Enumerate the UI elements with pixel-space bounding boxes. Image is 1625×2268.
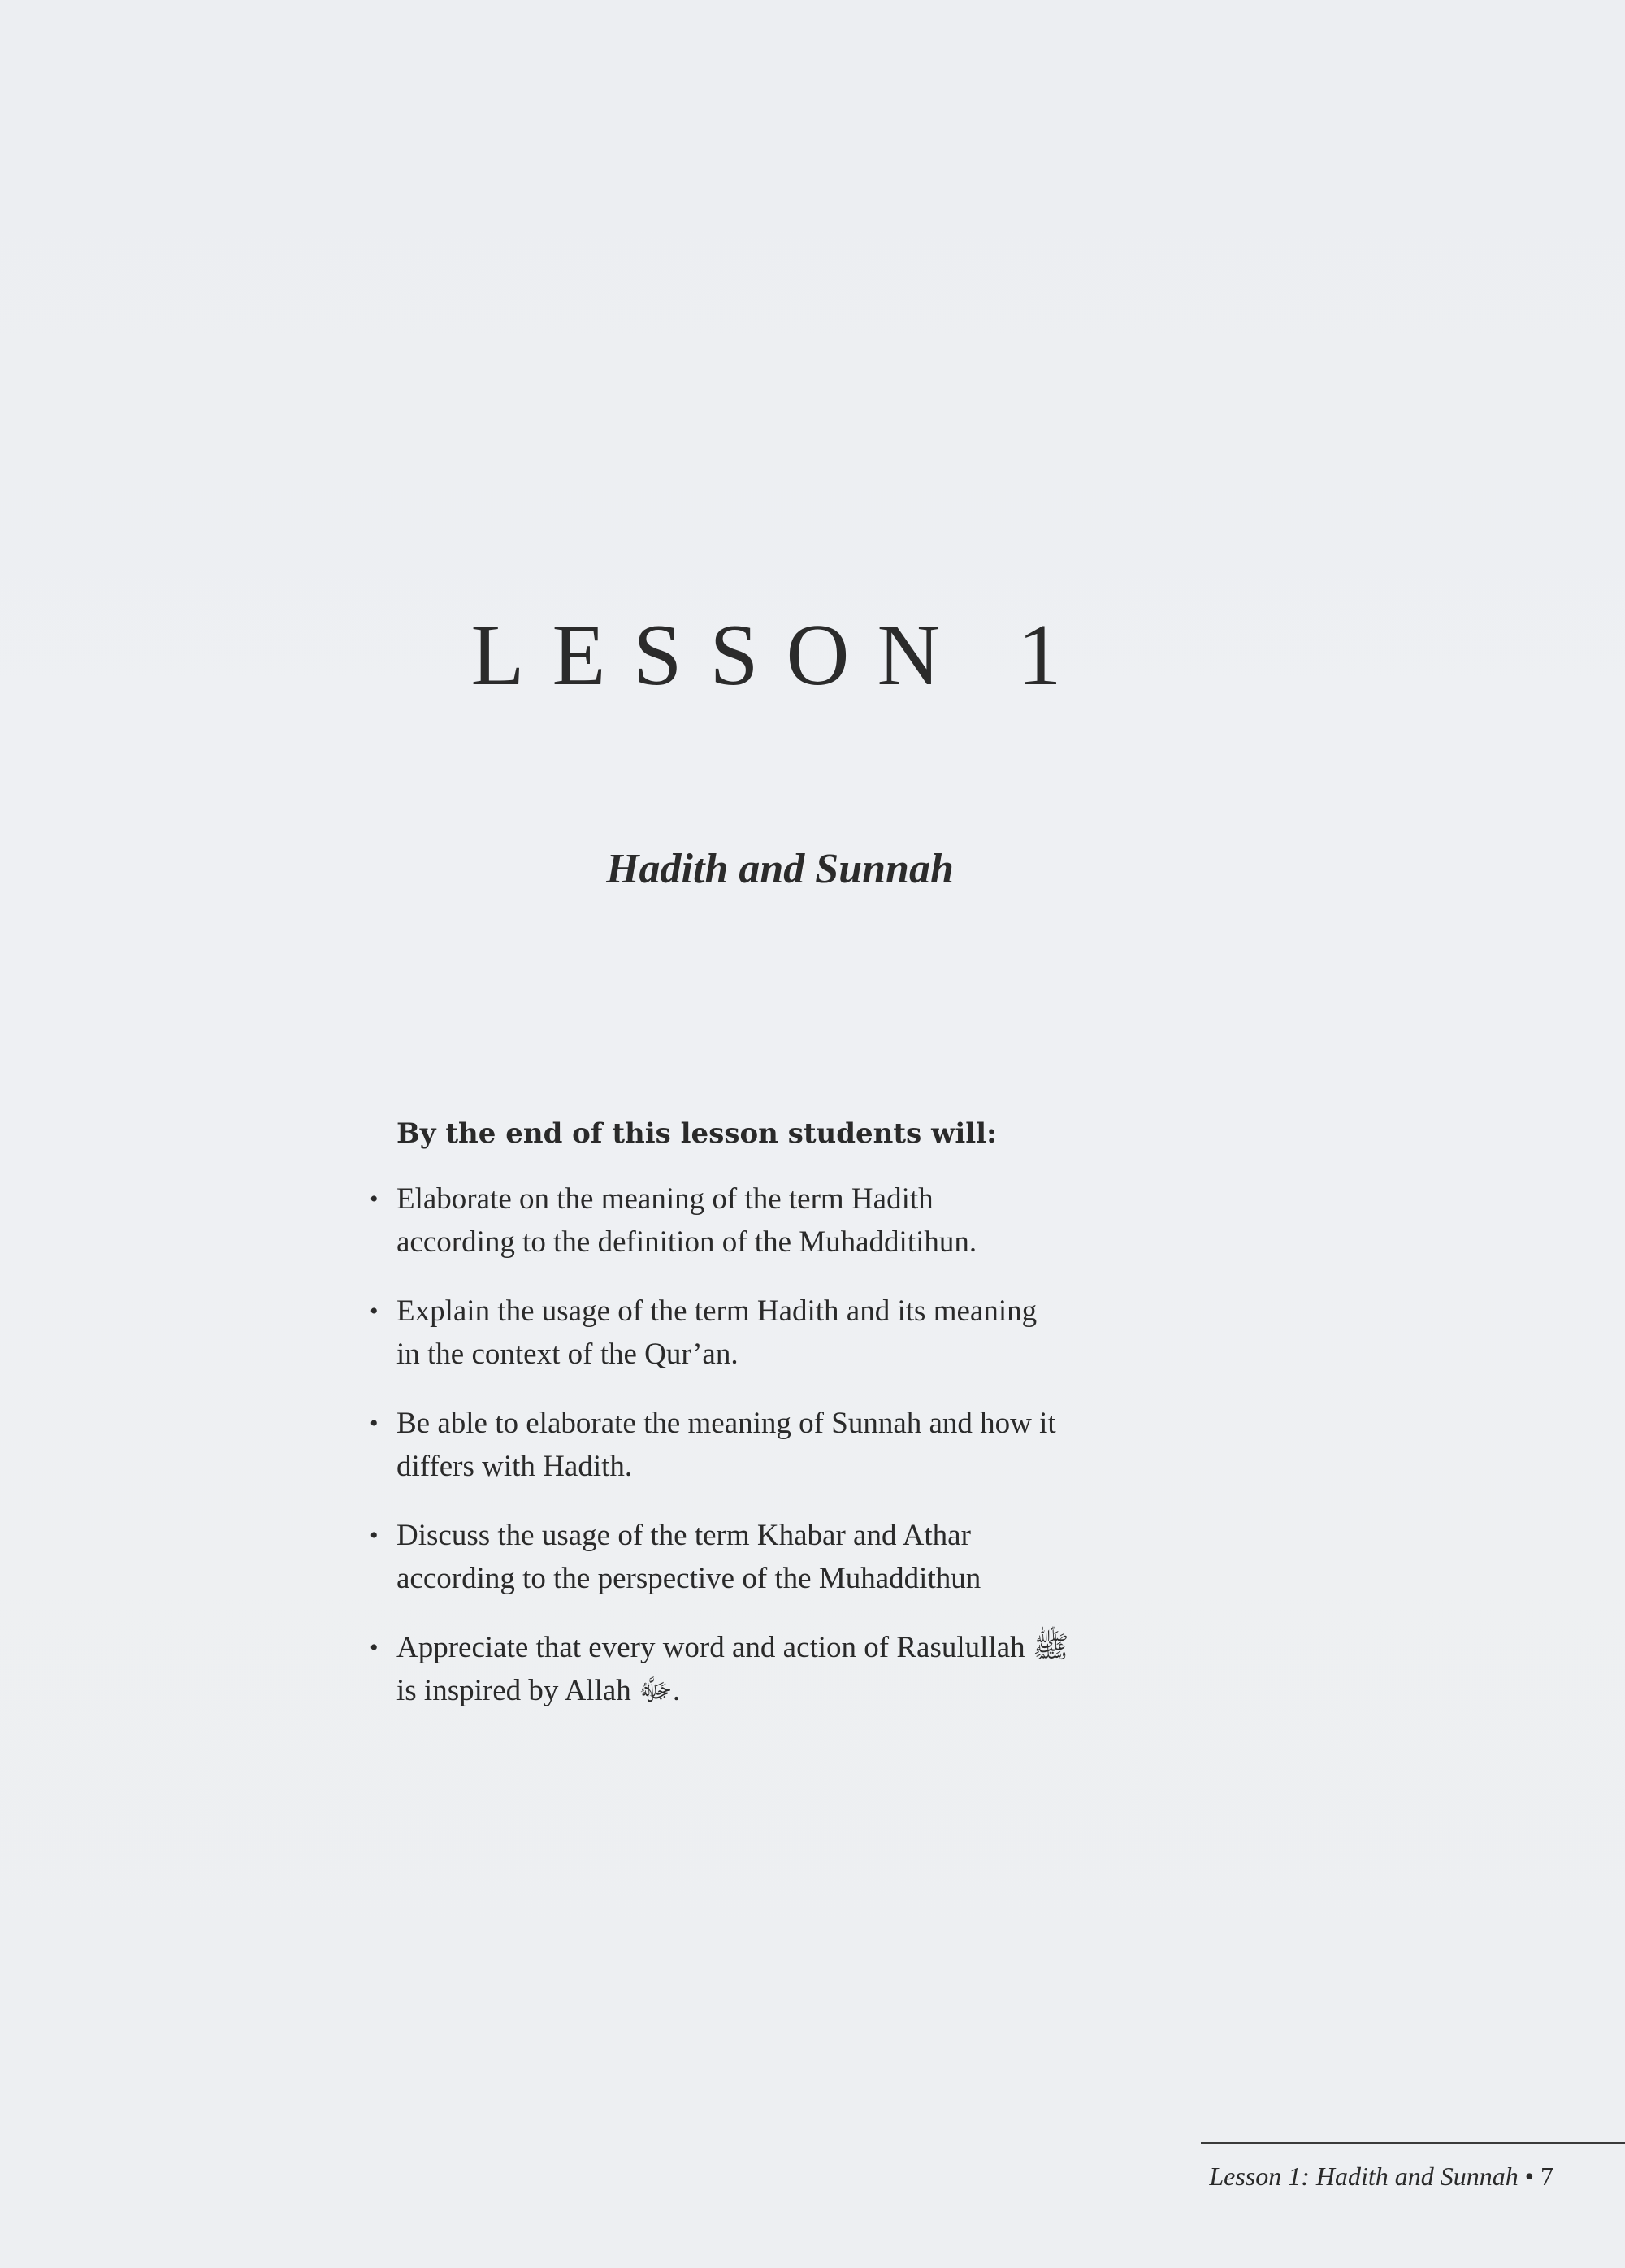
objective-item bbox=[358, 1514, 1211, 1600]
objective-item bbox=[358, 1626, 1211, 1712]
bullet-icon: • bbox=[370, 1522, 379, 1549]
objective-line: Explain the usage of the term Hadith and its meaning bbox=[396, 1294, 1038, 1328]
footer-divider bbox=[1201, 2142, 1625, 2144]
bullet-icon: • bbox=[370, 1186, 379, 1212]
footer-separator: • bbox=[1524, 2162, 1534, 2191]
objective-item bbox=[358, 1177, 1211, 1264]
running-title: Lesson 1: Hadith and Sunnah bbox=[1209, 2162, 1519, 2191]
objective-line: Be able to elaborate the meaning of Sunnah and how it bbox=[396, 1407, 1056, 1440]
objective-line: Appreciate that every word and action of Rasulullah ﷺ bbox=[396, 1631, 1069, 1664]
lesson-subtitle: Hadith and Sunnah bbox=[606, 846, 954, 892]
page-footer bbox=[1209, 2162, 1554, 2192]
bullet-icon: • bbox=[370, 1410, 379, 1437]
objective-line: Elaborate on the meaning of the term Hadith bbox=[396, 1182, 934, 1216]
objective-line: Discuss the usage of the term Khabar and Athar bbox=[396, 1519, 971, 1552]
objectives-intro: By the end of this lesson students will: bbox=[396, 1117, 997, 1150]
objective-list bbox=[358, 1177, 1211, 1712]
objective-item bbox=[358, 1402, 1211, 1488]
learning-objectives bbox=[358, 1117, 1211, 1738]
objective-item bbox=[358, 1290, 1211, 1376]
objective-line: is inspired by Allah ﷻ. bbox=[396, 1674, 681, 1707]
page-number: 7 bbox=[1540, 2162, 1554, 2191]
objective-line: according to the perspective of the Muhaddithun bbox=[396, 1562, 982, 1595]
objective-line: according to the definition of the Muhadditihun. bbox=[396, 1225, 977, 1259]
objective-line: in the context of the Qur’an. bbox=[396, 1338, 739, 1371]
objective-line: differs with Hadith. bbox=[396, 1450, 633, 1483]
bullet-icon: • bbox=[370, 1298, 379, 1325]
lesson-heading: LESSON 1 bbox=[470, 607, 1090, 704]
bullet-icon: • bbox=[370, 1634, 379, 1661]
